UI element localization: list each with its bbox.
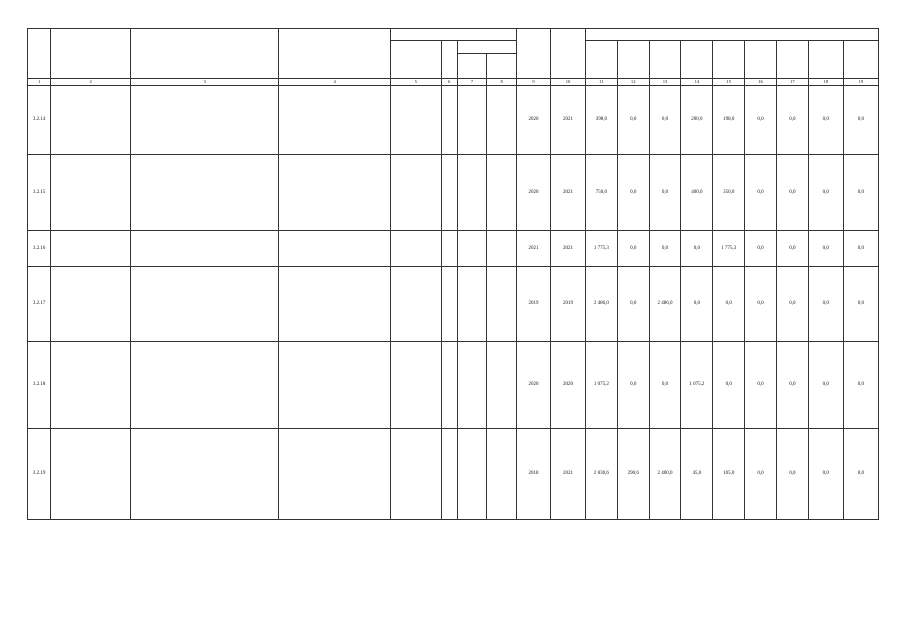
row-tech-8 [487, 155, 517, 231]
row-note [279, 86, 390, 155]
row-incl: 0,0 [843, 342, 878, 429]
row-incl: 0,0 [843, 429, 878, 520]
row-tech-5 [390, 429, 441, 520]
row-plan-2021: 350,0 [713, 155, 745, 231]
row-tech-8 [487, 86, 517, 155]
row-goal [130, 155, 279, 231]
table-row [28, 429, 879, 520]
row-total: 1 775,3 [585, 231, 617, 267]
row-tech-7 [457, 342, 487, 429]
row-goal [130, 267, 279, 342]
row-total: 1 075,2 [585, 342, 617, 429]
header-tech-sub2 [441, 41, 457, 79]
row-plan-2023: 0,0 [776, 429, 808, 520]
table-row [28, 267, 879, 342]
row-tech-7 [457, 155, 487, 231]
row-number: 3.2.14 [28, 86, 51, 155]
header-tech-sub3-a [457, 54, 487, 79]
row-number: 3.2.18 [28, 342, 51, 429]
row-note [279, 342, 390, 429]
row-plan-2019: 0,0 [649, 155, 681, 231]
header-tech-group [390, 29, 516, 41]
row-rest: 0,0 [808, 267, 843, 342]
row-plan-2021: 1 775,3 [713, 231, 745, 267]
header-end-year [550, 29, 585, 79]
row-rest: 0,0 [808, 342, 843, 429]
row-tech-6 [441, 86, 457, 155]
row-rest: 0,0 [808, 155, 843, 231]
row-plan-2022: 0,0 [745, 429, 777, 520]
row-fin-2019: 0,0 [617, 267, 649, 342]
row-name [51, 86, 131, 155]
row-plan-2023: 0,0 [776, 267, 808, 342]
table-row [28, 342, 879, 429]
row-note [279, 231, 390, 267]
row-start-year: 2019 [517, 267, 551, 342]
column-index: 12 [617, 79, 649, 86]
table-row [28, 155, 879, 231]
header-plan-2021 [713, 41, 745, 79]
row-start-year: 2020 [517, 155, 551, 231]
header-tech-sub3-b [487, 54, 517, 79]
row-plan-2020: 400,0 [681, 155, 713, 231]
row-start-year: 2020 [517, 86, 551, 155]
row-end-year: 2021 [550, 86, 585, 155]
row-note [279, 155, 390, 231]
row-plan-2022: 0,0 [745, 231, 777, 267]
header-total [585, 41, 617, 79]
row-plan-2020: 200,0 [681, 86, 713, 155]
header-plan-2019 [649, 41, 681, 79]
row-tech-5 [390, 267, 441, 342]
column-index: 15 [713, 79, 745, 86]
row-goal [130, 429, 279, 520]
column-index: 11 [585, 79, 617, 86]
column-index: 3 [130, 79, 279, 86]
row-tech-6 [441, 429, 457, 520]
row-goal [130, 231, 279, 267]
row-tech-5 [390, 342, 441, 429]
row-note [279, 267, 390, 342]
row-number: 3.2.17 [28, 267, 51, 342]
header-tech-sub1 [390, 41, 441, 79]
row-name [51, 231, 131, 267]
row-plan-2023: 0,0 [776, 155, 808, 231]
row-fin-2019: 290,6 [617, 429, 649, 520]
row-total: 2 830,6 [585, 429, 617, 520]
column-index: 10 [550, 79, 585, 86]
row-tech-5 [390, 231, 441, 267]
row-plan-2021: 0,0 [713, 267, 745, 342]
row-number: 3.2.16 [28, 231, 51, 267]
table-row [28, 86, 879, 155]
header-start-year [517, 29, 551, 79]
row-number: 3.2.15 [28, 155, 51, 231]
row-plan-2022: 0,0 [745, 342, 777, 429]
header-fin-2019 [617, 41, 649, 79]
row-tech-7 [457, 267, 487, 342]
row-rest: 0,0 [808, 231, 843, 267]
row-plan-2023: 0,0 [776, 231, 808, 267]
row-plan-2023: 0,0 [776, 86, 808, 155]
table-header [28, 29, 879, 79]
header-rest [808, 41, 843, 79]
row-incl: 0,0 [843, 155, 878, 231]
row-plan-2019: 2 400,0 [649, 429, 681, 520]
row-number: 3.2.19 [28, 429, 51, 520]
row-plan-2023: 0,0 [776, 342, 808, 429]
row-tech-8 [487, 429, 517, 520]
row-plan-2020: 1 075,2 [681, 342, 713, 429]
row-plan-2019: 0,0 [649, 231, 681, 267]
row-tech-7 [457, 231, 487, 267]
column-index: 5 [390, 79, 441, 86]
column-index: 16 [745, 79, 777, 86]
row-plan-2020: 0,0 [681, 267, 713, 342]
column-index: 13 [649, 79, 681, 86]
row-end-year: 2021 [550, 155, 585, 231]
row-fin-2019: 0,0 [617, 342, 649, 429]
column-index: 4 [279, 79, 390, 86]
header-goal [130, 29, 279, 79]
row-plan-2019: 0,0 [649, 86, 681, 155]
row-tech-6 [441, 342, 457, 429]
row-note [279, 429, 390, 520]
row-fin-2019: 0,0 [617, 86, 649, 155]
column-index-row [28, 79, 879, 86]
header-name [51, 29, 131, 79]
column-index: 8 [487, 79, 517, 86]
row-total: 398,0 [585, 86, 617, 155]
row-tech-8 [487, 342, 517, 429]
column-index: 7 [457, 79, 487, 86]
table-row [28, 231, 879, 267]
row-total: 750,0 [585, 155, 617, 231]
column-index: 17 [776, 79, 808, 86]
row-plan-2019: 2 486,0 [649, 267, 681, 342]
row-name [51, 342, 131, 429]
row-plan-2022: 0,0 [745, 155, 777, 231]
row-start-year: 2018 [517, 429, 551, 520]
row-plan-2022: 0,0 [745, 267, 777, 342]
column-index: 1 [28, 79, 51, 86]
row-incl: 0,0 [843, 86, 878, 155]
row-tech-8 [487, 231, 517, 267]
row-end-year: 2021 [550, 429, 585, 520]
row-tech-7 [457, 86, 487, 155]
row-rest: 0,0 [808, 86, 843, 155]
header-no [28, 29, 51, 79]
header-incl [843, 41, 878, 79]
row-name [51, 267, 131, 342]
header-note [279, 29, 390, 79]
header-plan-2023 [776, 41, 808, 79]
row-fin-2019: 0,0 [617, 231, 649, 267]
row-tech-5 [390, 155, 441, 231]
row-tech-6 [441, 231, 457, 267]
row-tech-6 [441, 267, 457, 342]
row-tech-5 [390, 86, 441, 155]
row-start-year: 2021 [517, 231, 551, 267]
row-plan-2021: 198,0 [713, 86, 745, 155]
row-incl: 0,0 [843, 267, 878, 342]
column-index: 6 [441, 79, 457, 86]
row-end-year: 2019 [550, 267, 585, 342]
row-tech-7 [457, 429, 487, 520]
row-plan-2020: 0,0 [681, 231, 713, 267]
row-rest: 0,0 [808, 429, 843, 520]
column-index: 9 [517, 79, 551, 86]
row-name [51, 155, 131, 231]
row-plan-2019: 0,0 [649, 342, 681, 429]
row-incl: 0,0 [843, 231, 878, 267]
row-goal [130, 86, 279, 155]
column-index: 18 [808, 79, 843, 86]
header-tech-sub3 [457, 41, 516, 54]
investment-program-table [27, 28, 879, 520]
column-index: 19 [843, 79, 878, 86]
header-plan-2022 [745, 41, 777, 79]
header-plan-2020 [681, 41, 713, 79]
header-costs-group [585, 29, 878, 41]
row-plan-2020: 45,0 [681, 429, 713, 520]
row-tech-8 [487, 267, 517, 342]
row-fin-2019: 0,0 [617, 155, 649, 231]
row-start-year: 2020 [517, 342, 551, 429]
row-plan-2021: 0,0 [713, 342, 745, 429]
row-name [51, 429, 131, 520]
row-total: 2 486,0 [585, 267, 617, 342]
row-goal [130, 342, 279, 429]
column-index: 14 [681, 79, 713, 86]
row-plan-2021: 105,0 [713, 429, 745, 520]
column-index: 2 [51, 79, 131, 86]
row-tech-6 [441, 155, 457, 231]
row-plan-2022: 0,0 [745, 86, 777, 155]
row-end-year: 2020 [550, 342, 585, 429]
row-end-year: 2021 [550, 231, 585, 267]
